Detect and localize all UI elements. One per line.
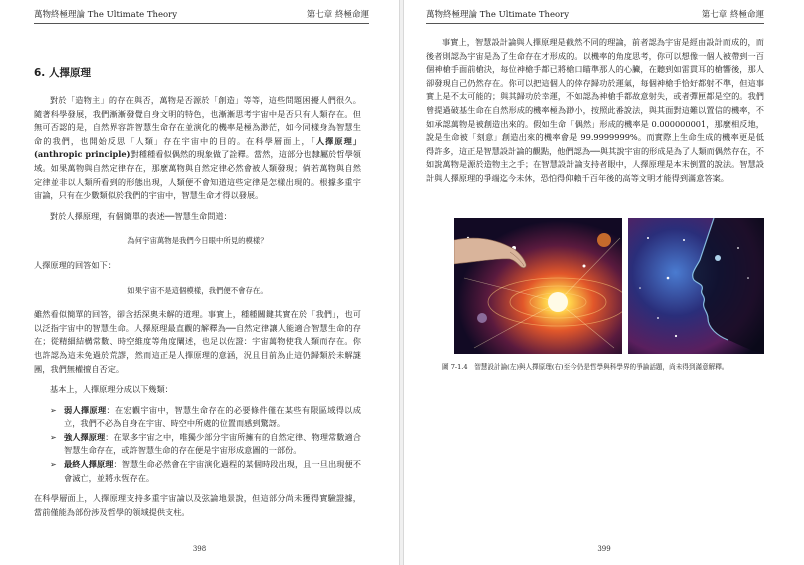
chapter-title: 第七章 終極命運 <box>306 10 369 20</box>
chapter-title: 第七章 終極命運 <box>701 10 764 20</box>
paragraph: 人擇原理的回答如下： <box>34 259 116 270</box>
paragraph: 事實上，智慧設計論與人擇原理是截然不同的理論，前者認為宇宙是經由設計而成的，而後者則認為宇宙是為了生命存在才形成的。以機率的角度思考，你可以想像一個人被帶到一百個神槍手面前槍決，每位神槍手都已將槍口瞄準那人的心臟，在聽到如雷貫耳的槍響後，那人卻發現自己仍然存在。你可以把這個人的倖存歸功於運氣，每個神槍手恰好都射不準，但這事實上是不太可能的；與其歸功於幸運，不如認為神槍手都故意射失，或者彈匣都是空的。我們曾提過破基生命在自然形成的機率極為渺小，按照此番說法，與其面對這難以置信的機率，不如承認萬物是被創造出來的。假如生命「偶然」形成的機率是 0.000000001，那麼相反地，說是生命被「刻意」創造出來的機率會是 99.9999999%。而實際上生命生成的機率更是低得許多，這正是智慧設計論的觀點，他們認為──與其說宇宙的形成是為了人類而偶然存在，不如說萬物是源於造物主之手；在智慧設計論支持者眼中，人擇原理是本末倒置的說法。智慧設計與人擇原理的爭端迄今未休，恐怕得仰賴千百年後的高等文明才能得到滿意答案。 <box>426 37 764 183</box>
page-number: 399 <box>597 545 611 553</box>
arrow-bullet-icon: ➢ <box>50 460 57 470</box>
paragraph: 對於「造物主」的存在與否，萬物是否源於「創造」等等，這些問題困擾人們很久。隨著科學發展，我們漸漸發覺自身文明的特色，也漸漸思考宇宙中是否只有人類存在。但無可否認的是，自然界容許智慧生命存在並演化的機率是極為渺茫，如今同樣身為智慧生命的我們，也開始反思「人類」存在宇宙中的目的。在科學層面上，「人擇原理」(anthropic principle)對種種看似偶然的現象做了詮釋。當然，這部分也隸屬於哲學領域。如果萬物與自然定律存在，那麼萬物與自然定律必然會被人類發現；倘若萬物與自然定律並非以人類所看到的形態出現，人類便不會知道這些定律是怎樣出現的。根據多重宇宙論，只有在少數類似於我們的宇宙中，智慧生命才得以發展。 <box>34 95 361 201</box>
left-page <box>0 0 400 565</box>
cosmic-face-image <box>628 218 764 354</box>
running-header <box>426 9 764 24</box>
section-title: 6. 人擇原理 <box>34 67 91 79</box>
list-item: ➢ 最終人擇原理：智慧生命必然會在宇宙演化過程的某個時段出現，且一旦出現便不會滅亡，並將永恆存在。 <box>50 459 361 483</box>
figure-caption: 圖 7-1.4 智慧設計論(左)與人擇原理(右)至今仍是哲學與科學界的爭論話題，尚未得到滿意解釋。 <box>442 363 729 371</box>
paragraph: 基本上，人擇原理分成以下幾類： <box>50 384 173 395</box>
page-body <box>34 66 361 519</box>
quote: 如果宇宙不是這個模樣，我們便不會存在。 <box>127 285 268 295</box>
paragraph: 雖然看似簡單的回答，卻含括深奧未解的道理。事實上，種種關鍵其實在於「我們」，也可以泛指宇宙中的智慧生命。人擇原理最直觀的解釋為──自然定律讓人能適合智慧生命的存在；從精細結構常數、時空維度等角度闡述，也足以佐證：宇宙萬物使我人類而存在。你也許認為這未免過於荒謬，然而這正是人擇原理的意涵，況且目前為止這仍歸類於未解謎團，我們無權擅自否定。 <box>34 309 361 374</box>
page-body <box>426 36 764 186</box>
quote: 為何宇宙萬物是我們今日眼中所見的模樣？ <box>127 236 268 246</box>
list-item: ➢ 強人擇原理：在眾多宇宙之中，唯獨少部分宇宙所擁有的自然定律、物理常數適合智慧生命存在，或許智慧生命的存在便是宇宙形成意圖的一部份。 <box>50 431 361 456</box>
arrow-bullet-icon: ➢ <box>50 432 57 442</box>
page-number: 398 <box>192 545 207 553</box>
paragraph: 在科學層面上，人擇原理支持多重宇宙論以及弦論地景說，但這部分尚未獲得實驗證據，當前僅能為部份涉及哲學的領域提供支柱。 <box>34 493 361 517</box>
arrow-bullet-icon: ➢ <box>50 405 57 415</box>
principle-list <box>34 404 361 486</box>
paragraph: 對於人擇原理，有個簡單的表述──智慧生命問道： <box>50 210 232 221</box>
book-title: 萬物終極理論 The Ultimate Theory <box>426 10 570 20</box>
running-header <box>34 9 369 24</box>
book-title: 萬物終極理論 The Ultimate Theory <box>34 10 178 20</box>
figure-group <box>454 218 764 354</box>
list-item: ➢ 弱人擇原理：在宏觀宇宙中，智慧生命存在的必要條件僅在某些有限區域得以成立，我們不必為自身在宇宙、時空中所處的位置而感到驚訝。 <box>50 404 361 429</box>
hand-cosmos-image <box>454 218 622 354</box>
right-page <box>403 0 804 565</box>
anthropic-principle-term: 人擇原理」(anthropic principle) <box>34 135 361 160</box>
